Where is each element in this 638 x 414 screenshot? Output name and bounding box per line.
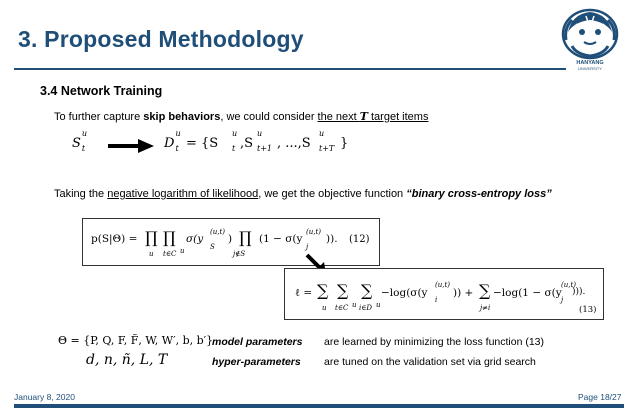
title-divider: [14, 68, 566, 70]
eq13-mid: )) +: [453, 287, 474, 299]
right-arrow-icon: [108, 139, 154, 153]
sum2-sub: t∈C: [335, 304, 349, 312]
eq13-term1-sub: i: [435, 296, 438, 304]
close-brace: }: [340, 136, 349, 151]
intro-underlined: [318, 111, 429, 123]
term2-sub: t+1: [257, 144, 273, 153]
rhs-seq: D u t: [164, 129, 181, 153]
hyper-parameters-list: d, n, ñ, L, T: [86, 352, 168, 368]
lhs-seq: S u t: [72, 129, 88, 153]
intro-prefix: To further capture: [54, 111, 144, 123]
eq12-sigma2: (1 − σ(y: [259, 233, 303, 245]
prod3-symbol: ∏: [239, 228, 252, 247]
eq13-term2-sup: (u,t): [561, 281, 577, 289]
slide: 3. Proposed Methodology HANYANG UNIVERSITY 3.4 Network Training To further capture skip behaviors, we could consider the next T target items S u t D u t = {S u t ,S u t+1 , ...,S u t+T } Taking the negative logarithm of likelihood, we get the objective function “binary cross-entropy loss” p(S|Θ) = ∏ u ∏ t∈C u σ(y (u,t) S ) ∏ j∉S (1 − σ(y (u,t) j )). (12) ℓ = ∑ u ∑ t∈C u ∑ i∈D u −log(σ(y (u,t) i )) + ∑ j≠i −log(1 − σ(y (u,t) j ))). (13) Θ = {P, Q, F, F̃, W, W′, b, b′} model parameters are learned by minimizing the loss function (13) d, n, ñ, L, T hyper-parameters are tuned on the validation set via grid search January 8, 2020 Page 18/27: [0, 0, 638, 414]
eq13-number: (13): [579, 305, 597, 315]
eq13-term1: −log(σ(y: [381, 287, 428, 299]
section-heading: 3.4 Network Training: [40, 84, 163, 98]
likelihood-underlined: negative logarithm of likelihood: [107, 188, 259, 200]
eq12-number: (12): [349, 234, 370, 245]
prod1-symbol: ∏: [145, 228, 158, 247]
ellipsis: , ...,S: [277, 136, 311, 151]
likelihood-middle: , we get the objective function: [258, 188, 407, 200]
logo-line2: UNIVERSITY: [577, 66, 603, 71]
sum2-sup: u: [352, 301, 357, 309]
sum3-sup: u: [376, 301, 381, 309]
intro-suffix: target items: [367, 111, 429, 123]
prod2-sub: t∈C: [163, 250, 177, 258]
intro-target-var: T: [359, 110, 368, 123]
sum1-sub: u: [322, 304, 327, 312]
eq12-sigma2-sub: j: [306, 243, 309, 251]
prod2-symbol: ∏: [163, 228, 176, 247]
slide-title: 3. Proposed Methodology: [18, 26, 304, 52]
model-parameters-desc: are learned by minimizing the loss function (13): [324, 336, 545, 348]
eq13-close: ))).: [572, 287, 586, 297]
eq13-lhs: ℓ =: [295, 287, 313, 299]
eq12-sigma1: σ(y: [186, 233, 204, 245]
footer-date: January 8, 2020: [14, 392, 75, 402]
rhs-body: = {S: [186, 136, 219, 151]
theta-parameters: Θ = {P, Q, F, F̃, W, W′, b, b′}: [58, 334, 214, 347]
term1-sub: t: [232, 144, 236, 153]
eq13-term1-sup: (u,t): [435, 281, 451, 289]
eq12-close2: )).: [326, 233, 338, 245]
eq12-sigma2-sup: (u,t): [306, 228, 322, 236]
term3-sub: t+T: [319, 144, 335, 153]
hyper-parameters-desc: are tuned on the validation set via grid search: [324, 356, 536, 368]
sum2-symbol: ∑: [337, 281, 349, 300]
model-parameters-label: model parameters: [212, 336, 303, 348]
eq12-lhs: p(S|Θ) =: [91, 233, 138, 245]
eq13-term2: −log(1 − σ(y: [493, 287, 562, 299]
intro-middle: , we could consider: [220, 111, 318, 123]
university-logo: [556, 6, 624, 72]
equation-12-box: [82, 218, 380, 266]
likelihood-sentence: [54, 188, 552, 200]
intro-bold: skip behaviors: [143, 111, 221, 123]
equation-13-box: [284, 268, 604, 320]
sum4-symbol: ∑: [479, 281, 491, 300]
eq13-term2-sub: j: [561, 296, 564, 304]
eq12-sigma1-sub: S: [210, 243, 215, 251]
prod3-sub: j∉S: [233, 250, 246, 258]
likelihood-loss: “binary cross-entropy loss”: [406, 188, 552, 200]
intro-underlined-text: the next: [317, 111, 360, 123]
sum1-symbol: ∑: [317, 281, 329, 300]
prod2-sup: u: [180, 247, 185, 255]
sum3-symbol: ∑: [361, 281, 373, 300]
intro-sentence: [54, 110, 428, 123]
likelihood-prefix: Taking the: [54, 188, 108, 200]
lion-crest-icon: [556, 6, 624, 72]
prod1-sub: u: [149, 250, 154, 258]
logo-line1: HANYANG: [576, 60, 604, 66]
hyper-parameters-label: hyper-parameters: [212, 356, 301, 368]
page-number: Page 18/27: [578, 392, 622, 402]
eq12-close1: ): [228, 233, 233, 245]
eq12-sigma1-sup: (u,t): [210, 228, 226, 236]
footer-bar: [14, 404, 624, 408]
sum3-sub: i∈D: [359, 304, 373, 312]
sum4-sub: j≠i: [480, 304, 491, 312]
